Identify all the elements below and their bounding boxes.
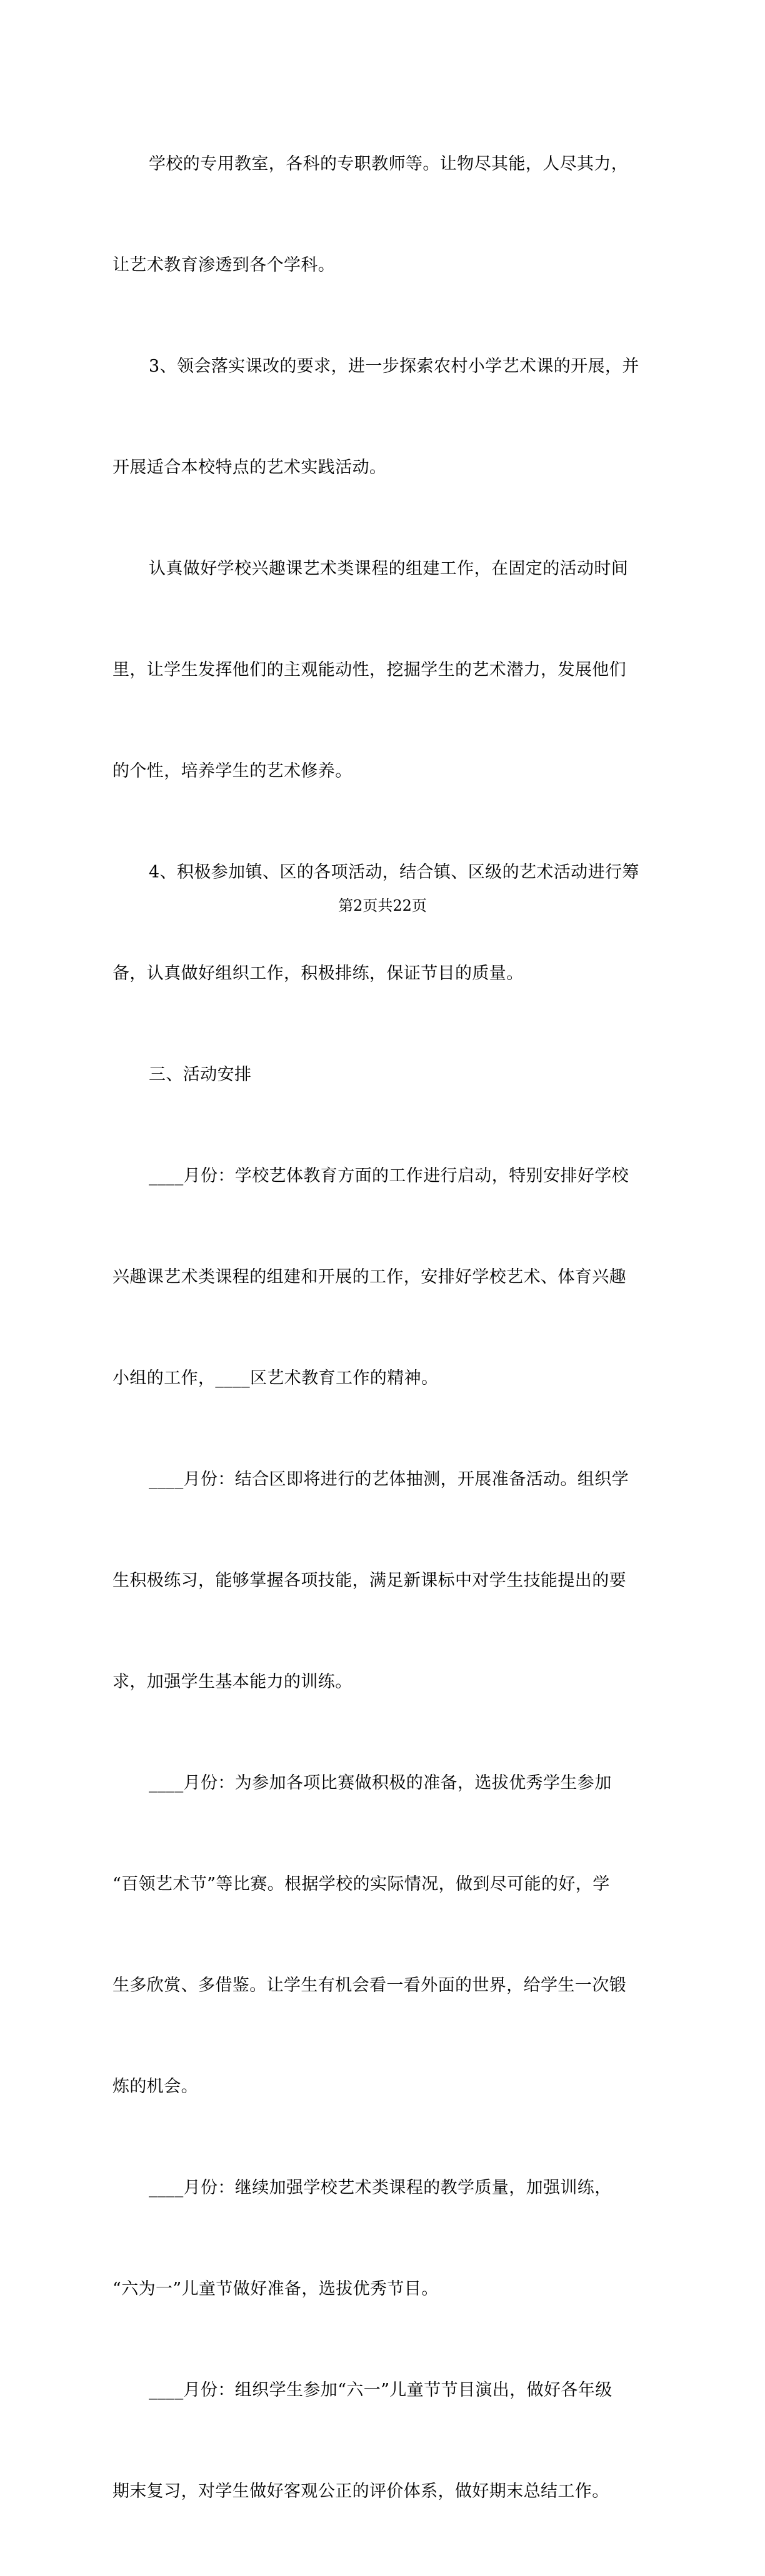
section-heading: 三、活动安排	[149, 1065, 252, 1084]
text-line: 学校的专用教室，各科的专职教师等。让物尽其能，人尽其力，	[149, 154, 629, 174]
text-line: 炼的机会。	[112, 2077, 198, 2096]
text-line: ____月份：结合区即将进行的艺体抽测，开展准备活动。组织学	[149, 1470, 629, 1489]
text-line: 生积极练习，能够掌握各项技能，满足新课标中对学生技能提出的要	[112, 1571, 626, 1590]
text-line: 开展适合本校特点的艺术实践活动。	[112, 458, 387, 477]
text-line: ____月份：继续加强学校艺术类课程的教学质量，加强训练，	[149, 2178, 612, 2197]
text-line: 兴趣课艺术类课程的组建和开展的工作，安排好学校艺术、体育兴趣	[112, 1267, 626, 1287]
text-line: “六为一”儿童节做好准备，选拔优秀节目。	[112, 2279, 439, 2299]
text-line: ____月份：为参加各项比赛做积极的准备，选拔优秀学生参加	[149, 1773, 612, 1793]
text-line: 备，认真做好组织工作，积极排练，保证节目的质量。	[112, 964, 524, 983]
text-line: 4、积极参加镇、区的各项活动，结合镇、区级的艺术活动进行筹	[149, 863, 639, 882]
text-line: 里，让学生发挥他们的主观能动性，挖掘学生的艺术潜力，发展他们	[112, 660, 626, 680]
text-line: “百领艺术节”等比赛。根据学校的实际情况，做到尽可能的好，学	[112, 1875, 610, 1894]
page-number-footer: 第2页共22页	[338, 897, 427, 914]
text-line: 求，加强学生基本能力的训练。	[112, 1672, 352, 1692]
text-line: ____月份：组织学生参加“六一”儿童节节目演出，做好各年级	[149, 2380, 612, 2400]
document-body	[112, 80, 644, 2576]
text-line: 3、领会落实课改的要求，进一步探索农村小学艺术课的开展，并	[149, 357, 639, 376]
text-line: 小组的工作，____区艺术教育工作的精神。	[112, 1369, 439, 1388]
text-line: ____月份：学校艺体教育方面的工作进行启动，特别安排好学校	[149, 1166, 629, 1186]
text-line: 期末复习，对学生做好客观公正的评价体系，做好期末总结工作。	[112, 2482, 609, 2501]
text-line: 让艺术教育渗透到各个学科。	[112, 255, 336, 275]
text-line: 的个性，培养学生的艺术修养。	[112, 761, 352, 781]
text-line: 认真做好学校兴趣课艺术类课程的组建工作，在固定的活动时间	[149, 559, 629, 578]
body-text	[112, 80, 644, 2576]
text-line: 生多欣赏、多借鉴。让学生有机会看一看外面的世界，给学生一次锻	[112, 1976, 626, 1995]
